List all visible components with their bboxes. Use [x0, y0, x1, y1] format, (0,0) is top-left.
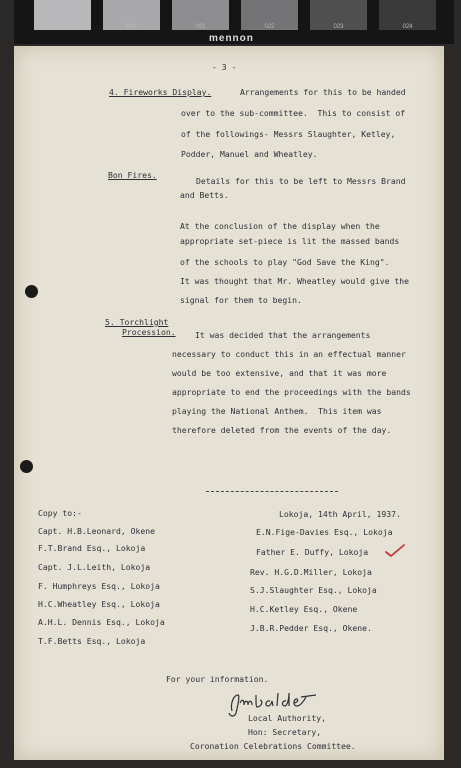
section-heading-fireworks: 4. Fireworks Display. [109, 87, 212, 97]
signatory-line: Hon: Secretary, [248, 727, 322, 737]
recipient-right: Father E. Duffy, Lokoja [256, 547, 369, 557]
page-number: - 3 - [212, 62, 237, 72]
section-heading-torchlight: 5. Torchlight [105, 317, 169, 327]
patch-label: 019 [57, 24, 68, 30]
text-line: playing the National Anthem. This item was [172, 406, 382, 416]
for-information-note: For your information. [166, 674, 269, 684]
recipient-left: T.F.Betts Esq., Lokoja [38, 636, 146, 646]
section-heading-procession: Procession. [122, 327, 176, 337]
patch-label: 023 [333, 24, 344, 30]
text-line: of the schools to play "God Save the King". [180, 257, 390, 267]
color-patch [379, 0, 436, 30]
color-patch [172, 0, 229, 30]
signatory-line: Coronation Celebrations Committee. [190, 741, 356, 751]
place-date: Lokoja, 14th April, 1937. [279, 509, 401, 519]
patch-label: 024 [402, 24, 413, 30]
recipient-right: S.J.Slaughter Esq., Lokoja [250, 585, 377, 595]
copy-to-label: Copy to:- [38, 508, 82, 518]
text-line: and Betts. [180, 190, 229, 200]
recipient-left: F. Humphreys Esq., Lokoja [38, 581, 160, 591]
text-line: At the conclusion of the display when the [180, 221, 380, 231]
text-line: Arrangements for this to be handed [240, 87, 406, 97]
recipient-left: A.H.L. Dennis Esq., Lokoja [38, 617, 165, 627]
text-line: therefore deleted from the events of the day. [172, 425, 392, 435]
punch-hole [25, 285, 38, 298]
text-line: It was decided that the arrangements [195, 330, 371, 340]
recipient-right: H.C.Ketley Esq., Okene [250, 604, 358, 614]
text-line: of the followings- Messrs Slaughter, Ketley, [181, 129, 396, 139]
recipient-left: F.T.Brand Esq., Lokoja [38, 543, 146, 553]
color-patch [241, 0, 298, 30]
signatory-line: Local Authority, [248, 713, 326, 723]
recipient-right: J.B.R.Pedder Esq., Okene. [250, 623, 372, 633]
document-page [14, 46, 444, 760]
text-line: appropriate to end the proceedings with the bands [172, 387, 411, 397]
punch-hole [20, 460, 33, 473]
dashed-divider [206, 491, 338, 492]
text-line: necessary to conduct this in an effectual manner [172, 349, 406, 359]
text-line: would be too extensive, and that it was more [172, 368, 387, 378]
color-patch [103, 0, 160, 30]
color-patch [34, 0, 91, 30]
text-line: Details for this to be left to Messrs Brand [196, 176, 406, 186]
patch-label: 020 [126, 24, 137, 30]
text-line: appropriate set-piece is lit the massed bands [180, 236, 400, 246]
recipient-right: Rev. H.G.D.Miller, Lokoja [250, 567, 372, 577]
section-number [105, 317, 168, 327]
recipient-right: E.N.Fige-Davies Esq., Lokoja [256, 527, 393, 537]
text-line: It was thought that Mr. Wheatley would give the [180, 276, 410, 286]
color-calibration-strip [14, 0, 454, 44]
brand-logo: mennon [209, 33, 254, 44]
recipient-left: Capt. H.B.Leonard, Okene [38, 526, 155, 536]
section-heading-bonfires: Bon Fires. [108, 170, 157, 180]
patch-label: 021 [195, 24, 206, 30]
recipient-left: Capt. J.L.Leith, Lokoja [38, 562, 151, 572]
red-check-mark [384, 542, 406, 558]
text-line: over to the sub-committee. This to consist of [181, 108, 406, 118]
recipient-left: H.C.Wheatley Esq., Lokoja [38, 599, 160, 609]
text-line: signal for them to begin. [180, 295, 302, 305]
text-line: Podder, Manuel and Wheatley. [181, 149, 318, 159]
patch-label: 022 [264, 24, 275, 30]
color-patch [310, 0, 367, 30]
